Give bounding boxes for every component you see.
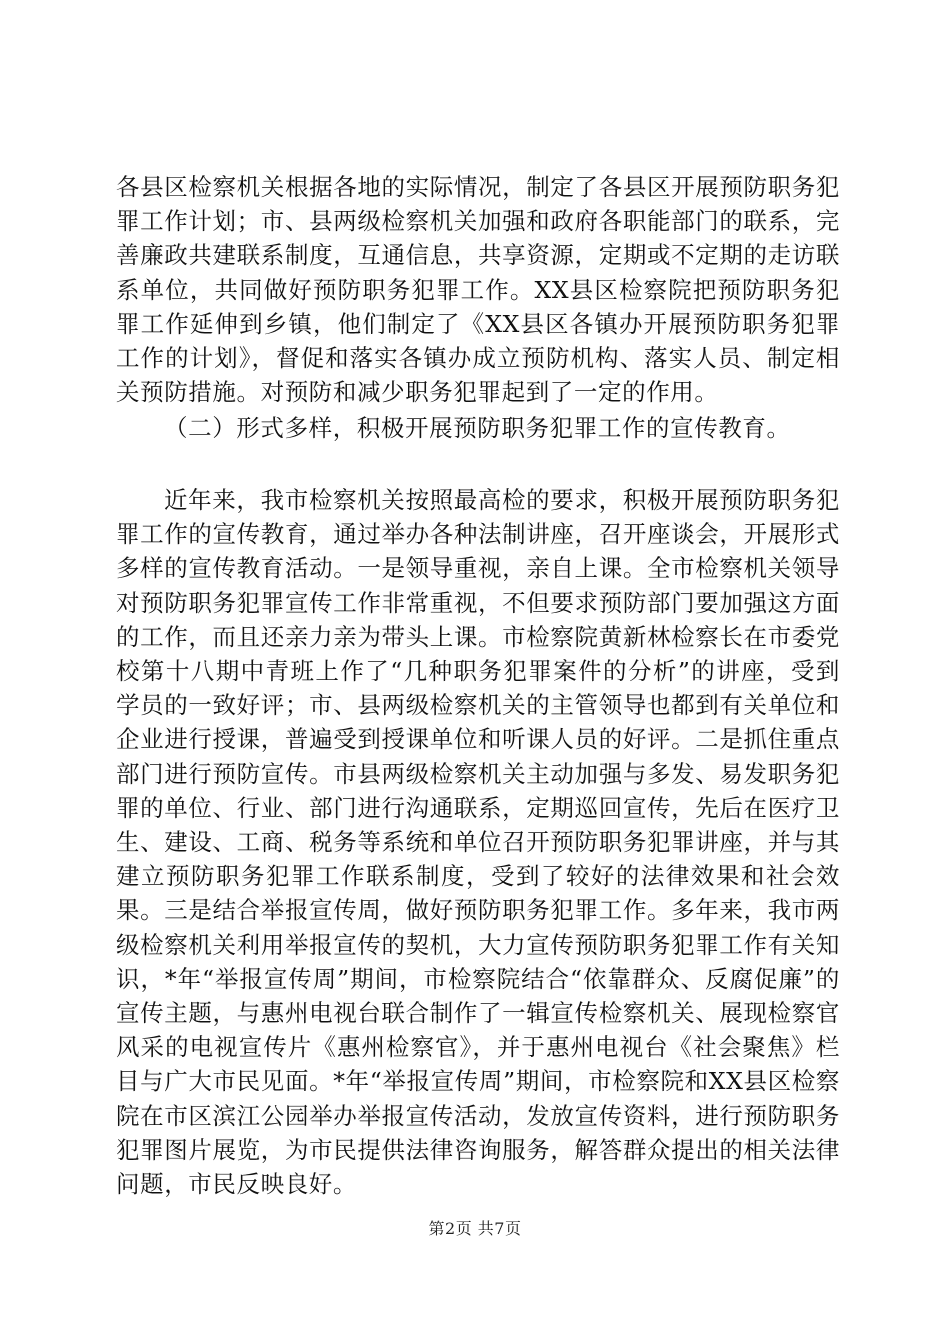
body-paragraph-continued: 各县区检察机关根据各地的实际情况，制定了各县区开展预防职务犯罪工作计划；市、县两级检察机关加强和政府各职能部门的联系，完善廉政共建联系制度，互通信息，共享资源，定期或不定期的走访联系单位，共同做好预防职务犯罪工作。XX县区检察院把预防职务犯罪工作延伸到乡镇，他们制定了《XX县区各镇办开展预防职务犯罪工作的计划》，督促和落实各镇办成立预防机构、落实人员、制定相关预防措施。对预防和减少职务犯罪起到了一定的作用。 bbox=[116, 173, 840, 407]
section-heading: （二）形式多样，积极开展预防职务犯罪工作的宣传教育。 bbox=[164, 414, 791, 442]
body-paragraph-main: 近年来，我市检察机关按照最高检的要求，积极开展预防职务犯罪工作的宣传教育，通过举办各种法制讲座，召开座谈会，开展形式多样的宣传教育活动。一是领导重视，亲自上课。全市检察机关领导对预防职务犯罪宣传工作非常重视，不但要求预防部门要加强这方面的工作，而且还亲力亲为带头上课。市检察院黄新林检察长在市委党校第十八期中青班上作了“几种职务犯罪案件的分析”的讲座，受到学员的一致好评；市、县两级检察机关的主管领导也都到有关单位和企业进行授课，普遍受到授课单位和听课人员的好评。二是抓住重点部门进行预防宣传。市县两级检察机关主动加强与多发、易发职务犯罪的单位、行业、部门进行沟通联系，定期巡回宣传，先后在医疗卫生、建设、工商、税务等系统和单位召开预防职务犯罪讲座，并与其建立预防职务犯罪工作联系制度，受到了较好的法律效果和社会效果。三是结合举报宣传周，做好预防职务犯罪工作。多年来，我市两级检察机关利用举报宣传的契机，大力宣传预防职务犯罪工作有关知识，*年“举报宣传周”期间，市检察院结合“依靠群众、反腐促廉”的宣传主题，与惠州电视台联合制作了一辑宣传检察机关、展现检察官风采的电视宣传片《惠州检察官》，并于惠州电视台《社会聚焦》栏目与广大市民见面。*年“举报宣传周”期间，市检察院和XX县区检察院在市区滨江公园举办举报宣传活动，发放宣传资料，进行预防职务犯罪图片展览，为市民提供法律咨询服务，解答群众提出的相关法律问题，市民反映良好。 bbox=[116, 486, 840, 1199]
page-number-footer: 第2页 共7页 bbox=[428, 1219, 522, 1238]
